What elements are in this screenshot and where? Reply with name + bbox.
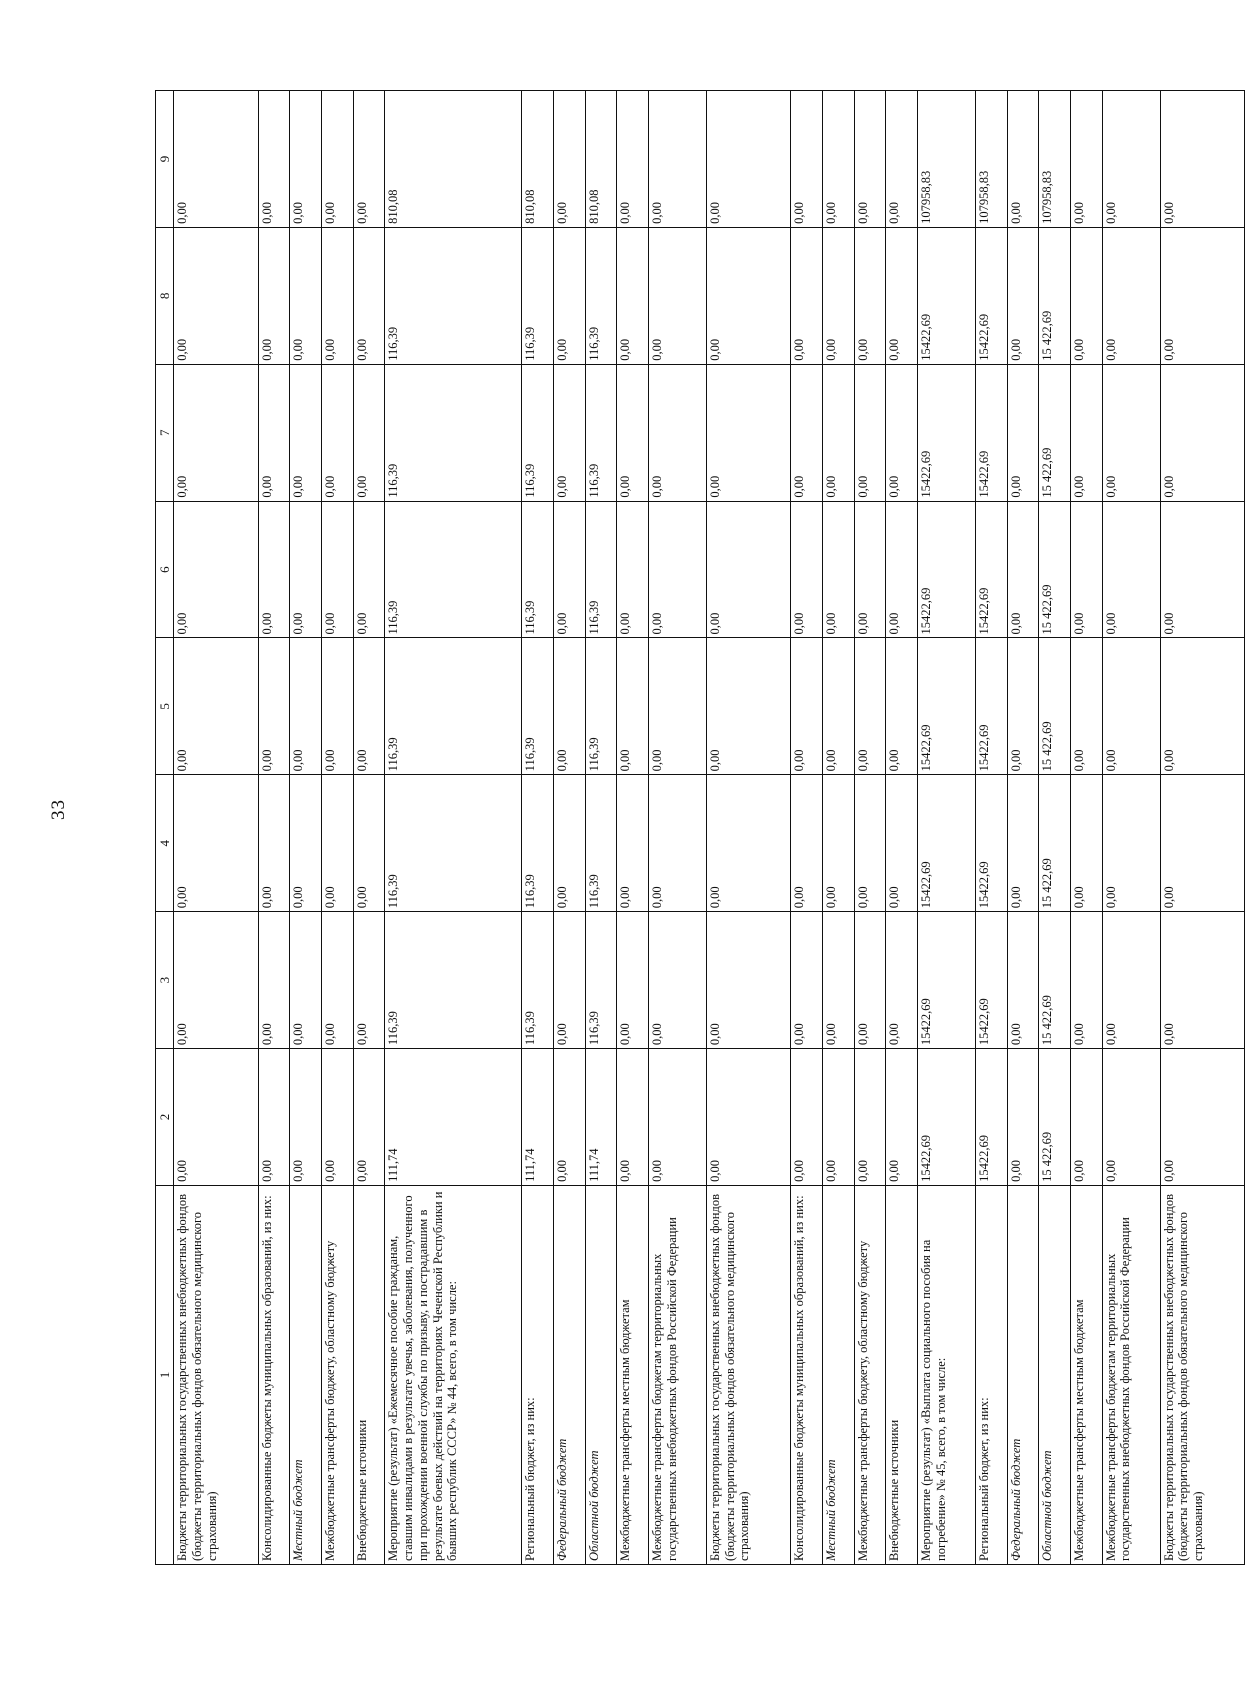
- cell-value: 0,00: [1160, 1049, 1244, 1186]
- cell-value: 0,00: [553, 912, 585, 1049]
- cell-value: 0,00: [1102, 91, 1160, 228]
- table-row: [1007, 91, 1039, 1565]
- cell-value: 0,00: [854, 1049, 886, 1186]
- cell-value: 0,00: [791, 638, 823, 775]
- cell-value: 0,00: [791, 227, 823, 364]
- cell-value: 0,00: [1070, 227, 1102, 364]
- cell-value: 0,00: [290, 501, 322, 638]
- cell-value: 0,00: [854, 775, 886, 912]
- cell-value: 15 422,69: [1039, 1049, 1071, 1186]
- cell-value: 0,00: [290, 912, 322, 1049]
- row-label: Внебюджетные источники: [886, 1185, 918, 1564]
- row-label: Консолидированные бюджеты муниципальных образований, из них:: [258, 1185, 290, 1564]
- column-header-4: 4: [156, 775, 174, 912]
- cell-value: 0,00: [1160, 775, 1244, 912]
- cell-value: 15 422,69: [1039, 638, 1071, 775]
- table-row: [617, 91, 649, 1565]
- cell-value: 0,00: [617, 91, 649, 228]
- cell-value: 0,00: [553, 638, 585, 775]
- cell-value: 0,00: [258, 91, 290, 228]
- cell-value: 0,00: [648, 1049, 706, 1186]
- cell-value: 116,39: [522, 912, 554, 1049]
- table-row: [353, 91, 385, 1565]
- cell-value: 0,00: [1160, 501, 1244, 638]
- cell-value: 15 422,69: [1039, 912, 1071, 1049]
- cell-value: 0,00: [706, 638, 790, 775]
- row-label: Межбюджетные трансферты местным бюджетам: [617, 1185, 649, 1564]
- cell-value: 15422,69: [917, 638, 975, 775]
- row-label: Мероприятие (результат) «Ежемесячное пособие гражданам, ставшим инвалидами в результате увечья, заболевания, полученного при прохождении военной службы по призыву, и пострадавшим в результате боевых действий на территориях Чеченской Республики и бывших республик СССР» № 44, всего, в том числе:: [385, 1185, 522, 1564]
- table-row: [791, 91, 823, 1565]
- cell-value: 0,00: [854, 227, 886, 364]
- cell-value: 0,00: [290, 364, 322, 501]
- cell-value: 0,00: [553, 91, 585, 228]
- cell-value: 0,00: [1070, 638, 1102, 775]
- cell-value: 0,00: [174, 912, 258, 1049]
- cell-value: 0,00: [1102, 501, 1160, 638]
- cell-value: 15 422,69: [1039, 775, 1071, 912]
- cell-value: 15422,69: [975, 775, 1007, 912]
- header-row: [156, 91, 174, 1565]
- cell-value: 0,00: [321, 912, 353, 1049]
- cell-value: 0,00: [791, 775, 823, 912]
- cell-value: 0,00: [1007, 912, 1039, 1049]
- cell-value: 0,00: [174, 1049, 258, 1186]
- cell-value: 0,00: [822, 912, 854, 1049]
- cell-value: 0,00: [706, 912, 790, 1049]
- cell-value: 0,00: [706, 775, 790, 912]
- cell-value: 15422,69: [917, 364, 975, 501]
- table-row: [321, 91, 353, 1565]
- cell-value: 0,00: [822, 91, 854, 228]
- column-header-9: 9: [156, 91, 174, 228]
- cell-value: 0,00: [258, 501, 290, 638]
- cell-value: 15422,69: [975, 364, 1007, 501]
- cell-value: 0,00: [886, 912, 918, 1049]
- cell-value: 116,39: [522, 638, 554, 775]
- cell-value: 0,00: [1160, 227, 1244, 364]
- cell-value: 0,00: [353, 775, 385, 912]
- cell-value: 0,00: [258, 912, 290, 1049]
- cell-value: 116,39: [585, 364, 617, 501]
- cell-value: 0,00: [1007, 227, 1039, 364]
- row-label: Местный бюджет: [822, 1185, 854, 1564]
- cell-value: 0,00: [1007, 364, 1039, 501]
- row-label: Межбюджетные трансферты местным бюджетам: [1070, 1185, 1102, 1564]
- cell-value: 0,00: [617, 912, 649, 1049]
- cell-value: 0,00: [1007, 91, 1039, 228]
- cell-value: 15422,69: [917, 912, 975, 1049]
- cell-value: 116,39: [522, 364, 554, 501]
- cell-value: 0,00: [1070, 91, 1102, 228]
- cell-value: 0,00: [353, 912, 385, 1049]
- cell-value: 0,00: [886, 1049, 918, 1186]
- cell-value: 15422,69: [975, 1049, 1007, 1186]
- cell-value: 0,00: [854, 638, 886, 775]
- cell-value: 0,00: [706, 91, 790, 228]
- cell-value: 0,00: [822, 227, 854, 364]
- cell-value: 0,00: [258, 638, 290, 775]
- rotated-table-container: [155, 90, 1245, 1565]
- cell-value: 116,39: [585, 912, 617, 1049]
- cell-value: 15422,69: [975, 912, 1007, 1049]
- cell-value: 107958,83: [975, 91, 1007, 228]
- row-label: Внебюджетные источники: [353, 1185, 385, 1564]
- cell-value: 15 422,69: [1039, 364, 1071, 501]
- page-number: 33: [48, 799, 69, 820]
- cell-value: 116,39: [385, 638, 522, 775]
- column-header-2: 2: [156, 1049, 174, 1186]
- cell-value: 116,39: [585, 638, 617, 775]
- cell-value: 116,39: [522, 775, 554, 912]
- cell-value: 0,00: [1070, 364, 1102, 501]
- cell-value: 0,00: [648, 227, 706, 364]
- cell-value: 0,00: [321, 1049, 353, 1186]
- cell-value: 0,00: [886, 501, 918, 638]
- cell-value: 0,00: [258, 1049, 290, 1186]
- cell-value: 111,74: [385, 1049, 522, 1186]
- cell-value: 0,00: [353, 638, 385, 775]
- cell-value: 116,39: [585, 775, 617, 912]
- table-row: [553, 91, 585, 1565]
- cell-value: 0,00: [886, 775, 918, 912]
- table-row: [174, 91, 258, 1565]
- cell-value: 0,00: [353, 1049, 385, 1186]
- cell-value: 0,00: [886, 638, 918, 775]
- cell-value: 0,00: [791, 364, 823, 501]
- cell-value: 111,74: [522, 1049, 554, 1186]
- cell-value: 0,00: [791, 501, 823, 638]
- cell-value: 15422,69: [917, 227, 975, 364]
- table-row: [917, 91, 975, 1565]
- cell-value: 0,00: [174, 91, 258, 228]
- row-label: Федеральный бюджет: [1007, 1185, 1039, 1564]
- row-label: Консолидированные бюджеты муниципальных образований, из них:: [791, 1185, 823, 1564]
- table-row: [258, 91, 290, 1565]
- cell-value: 0,00: [854, 912, 886, 1049]
- table-row: [1070, 91, 1102, 1565]
- cell-value: 0,00: [258, 364, 290, 501]
- table-row: [822, 91, 854, 1565]
- table-row: [706, 91, 790, 1565]
- cell-value: 0,00: [290, 1049, 322, 1186]
- cell-value: 0,00: [174, 638, 258, 775]
- cell-value: 15422,69: [975, 638, 1007, 775]
- cell-value: 0,00: [174, 501, 258, 638]
- cell-value: 116,39: [585, 227, 617, 364]
- row-label: Межбюджетные трансферты бюджетам территориальных государственных внебюджетных фондов Российской Федерации: [648, 1185, 706, 1564]
- cell-value: 0,00: [1007, 501, 1039, 638]
- cell-value: 0,00: [553, 1049, 585, 1186]
- cell-value: 15 422,69: [1039, 501, 1071, 638]
- cell-value: 0,00: [886, 227, 918, 364]
- cell-value: 116,39: [385, 912, 522, 1049]
- cell-value: 116,39: [385, 775, 522, 912]
- table-body: [174, 91, 1245, 1565]
- cell-value: 0,00: [822, 364, 854, 501]
- cell-value: 0,00: [353, 227, 385, 364]
- cell-value: 0,00: [174, 227, 258, 364]
- cell-value: 0,00: [1102, 638, 1160, 775]
- cell-value: 0,00: [1160, 91, 1244, 228]
- cell-value: 0,00: [321, 91, 353, 228]
- row-label: Региональный бюджет, из них:: [975, 1185, 1007, 1564]
- cell-value: 0,00: [886, 364, 918, 501]
- cell-value: 0,00: [1102, 364, 1160, 501]
- cell-value: 0,00: [617, 1049, 649, 1186]
- cell-value: 0,00: [290, 227, 322, 364]
- table-row: [522, 91, 554, 1565]
- cell-value: 0,00: [174, 364, 258, 501]
- column-header-7: 7: [156, 364, 174, 501]
- row-label: Межбюджетные трансферты бюджету, областному бюджету: [321, 1185, 353, 1564]
- cell-value: 0,00: [648, 912, 706, 1049]
- cell-value: 0,00: [553, 501, 585, 638]
- cell-value: 0,00: [648, 91, 706, 228]
- row-label: Областной бюджет: [1039, 1185, 1071, 1564]
- cell-value: 0,00: [1070, 775, 1102, 912]
- cell-value: 0,00: [321, 638, 353, 775]
- cell-value: 0,00: [1007, 775, 1039, 912]
- cell-value: 0,00: [353, 91, 385, 228]
- cell-value: 111,74: [585, 1049, 617, 1186]
- table-row: [886, 91, 918, 1565]
- cell-value: 0,00: [822, 501, 854, 638]
- cell-value: 0,00: [822, 638, 854, 775]
- cell-value: 0,00: [822, 1049, 854, 1186]
- cell-value: 0,00: [886, 91, 918, 228]
- cell-value: 0,00: [648, 501, 706, 638]
- cell-value: 0,00: [1160, 364, 1244, 501]
- table-row: [648, 91, 706, 1565]
- cell-value: 0,00: [553, 227, 585, 364]
- cell-value: 116,39: [522, 227, 554, 364]
- table-row: [385, 91, 522, 1565]
- column-header-6: 6: [156, 501, 174, 638]
- table-row: [975, 91, 1007, 1565]
- cell-value: 0,00: [321, 775, 353, 912]
- cell-value: 15422,69: [917, 501, 975, 638]
- cell-value: 0,00: [648, 364, 706, 501]
- cell-value: 116,39: [385, 364, 522, 501]
- cell-value: 0,00: [290, 638, 322, 775]
- cell-value: 107958,83: [917, 91, 975, 228]
- cell-value: 0,00: [553, 775, 585, 912]
- cell-value: 0,00: [353, 364, 385, 501]
- cell-value: 0,00: [791, 1049, 823, 1186]
- cell-value: 0,00: [321, 364, 353, 501]
- cell-value: 0,00: [648, 638, 706, 775]
- cell-value: 0,00: [321, 227, 353, 364]
- cell-value: 0,00: [617, 364, 649, 501]
- table-row: [1102, 91, 1160, 1565]
- cell-value: 0,00: [1102, 912, 1160, 1049]
- cell-value: 0,00: [706, 501, 790, 638]
- cell-value: 810,08: [585, 91, 617, 228]
- cell-value: 0,00: [353, 501, 385, 638]
- cell-value: 0,00: [1102, 775, 1160, 912]
- cell-value: 0,00: [617, 775, 649, 912]
- cell-value: 810,08: [522, 91, 554, 228]
- row-label: Местный бюджет: [290, 1185, 322, 1564]
- row-label: Межбюджетные трансферты бюджетам территориальных государственных внебюджетных фондов Российской Федерации: [1102, 1185, 1160, 1564]
- table-row: [585, 91, 617, 1565]
- cell-value: 0,00: [553, 364, 585, 501]
- row-label: Межбюджетные трансферты бюджету, областному бюджету: [854, 1185, 886, 1564]
- cell-value: 116,39: [385, 227, 522, 364]
- cell-value: 0,00: [1007, 1049, 1039, 1186]
- row-label: Бюджеты территориальных государственных внебюджетных фондов (бюджеты территориальных фондов обязательного медицинского страхования): [1160, 1185, 1244, 1564]
- cell-value: 15422,69: [975, 227, 1007, 364]
- cell-value: 15422,69: [917, 775, 975, 912]
- cell-value: 0,00: [791, 912, 823, 1049]
- cell-value: 0,00: [617, 227, 649, 364]
- cell-value: 15 422,69: [1039, 227, 1071, 364]
- column-header-5: 5: [156, 638, 174, 775]
- cell-value: 15422,69: [917, 1049, 975, 1186]
- column-header-3: 3: [156, 912, 174, 1049]
- table-row: [854, 91, 886, 1565]
- cell-value: 0,00: [791, 91, 823, 228]
- cell-value: 0,00: [258, 227, 290, 364]
- row-label: Региональный бюджет, из них:: [522, 1185, 554, 1564]
- cell-value: 0,00: [1007, 638, 1039, 775]
- cell-value: 0,00: [706, 227, 790, 364]
- cell-value: 0,00: [258, 775, 290, 912]
- cell-value: 0,00: [1102, 227, 1160, 364]
- cell-value: 0,00: [1160, 912, 1244, 1049]
- cell-value: 0,00: [321, 501, 353, 638]
- table-row: [1160, 91, 1244, 1565]
- cell-value: 0,00: [290, 775, 322, 912]
- cell-value: 0,00: [822, 775, 854, 912]
- row-label: Федеральный бюджет: [553, 1185, 585, 1564]
- cell-value: 0,00: [706, 1049, 790, 1186]
- cell-value: 15422,69: [975, 501, 1007, 638]
- row-label: Бюджеты территориальных государственных внебюджетных фондов (бюджеты территориальных фондов обязательного медицинского страхования): [174, 1185, 258, 1564]
- cell-value: 116,39: [385, 501, 522, 638]
- cell-value: 116,39: [522, 501, 554, 638]
- cell-value: 0,00: [648, 775, 706, 912]
- cell-value: 0,00: [1102, 1049, 1160, 1186]
- cell-value: 0,00: [290, 91, 322, 228]
- budget-table: [155, 90, 1245, 1565]
- row-label: Областной бюджет: [585, 1185, 617, 1564]
- cell-value: 810,08: [385, 91, 522, 228]
- cell-value: 116,39: [585, 501, 617, 638]
- cell-value: 0,00: [174, 775, 258, 912]
- cell-value: 0,00: [1070, 1049, 1102, 1186]
- row-label: Бюджеты территориальных государственных внебюджетных фондов (бюджеты территориальных фондов обязательного медицинского страхования): [706, 1185, 790, 1564]
- column-header-8: 8: [156, 227, 174, 364]
- cell-value: 0,00: [854, 364, 886, 501]
- column-header-1: 1: [156, 1185, 174, 1564]
- cell-value: 0,00: [1160, 638, 1244, 775]
- row-label: Мероприятие (результат) «Выплата социального пособия на погребение» № 45, всего, в том числе:: [917, 1185, 975, 1564]
- table-row: [1039, 91, 1071, 1565]
- cell-value: 0,00: [706, 364, 790, 501]
- cell-value: 0,00: [854, 91, 886, 228]
- cell-value: 0,00: [617, 501, 649, 638]
- cell-value: 0,00: [1070, 912, 1102, 1049]
- cell-value: 0,00: [1070, 501, 1102, 638]
- table-row: [290, 91, 322, 1565]
- cell-value: 0,00: [617, 638, 649, 775]
- cell-value: 0,00: [854, 501, 886, 638]
- cell-value: 107958,83: [1039, 91, 1071, 228]
